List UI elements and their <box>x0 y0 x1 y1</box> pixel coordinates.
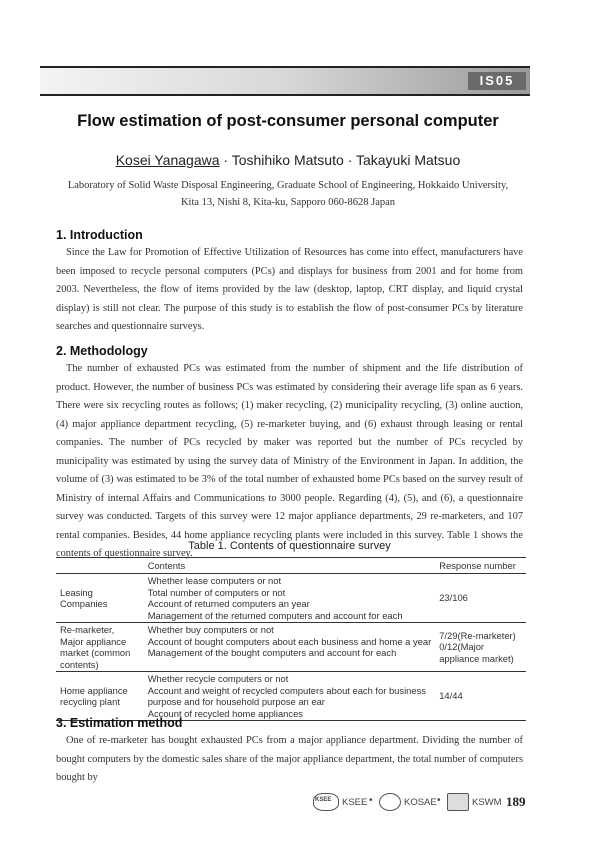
table-row <box>56 574 526 623</box>
content-item: Whether recycle computers or not <box>147 673 289 684</box>
table-caption: Table 1. Contents of questionnaire survey <box>188 540 391 552</box>
content-item: Management of the bought computers and account for each <box>147 647 397 658</box>
header-response: Response number <box>435 558 526 574</box>
paragraph-introduction: Since the Law for Promotion of Effective Utilization of Resources has come into effect, manufacturers have been imposed to recycle personal computers (PCs) and displays for business from 2001 and for home from 2003. Nevertheless, the flow of items provided by the law (desktop, laptop, CRT display, and liquid crystal display) is still not clear. The purpose of this study is to establish the flow of post-consumer PCs by literature searches and questionnaire surveys. <box>56 247 523 332</box>
heading-methodology: 2. Methodology <box>56 344 148 358</box>
content-item: Whether buy computers or not <box>147 624 274 635</box>
survey-table <box>56 557 526 721</box>
footer-org-ksee: KSEE <box>342 797 368 808</box>
content-item: Account of recycled home appliances <box>147 707 303 719</box>
content-item: Account of returned computers an year <box>147 598 310 609</box>
header-rule-bottom <box>40 94 530 96</box>
content-item: Management of the returned computers and account for each <box>147 609 403 621</box>
separator-dot: • <box>437 795 441 806</box>
content-item: Account and weight of recycled computers about each for business purpose and for household purpose an ear <box>147 684 426 707</box>
paragraph-methodology: The number of exhausted PCs was estimated from the number of shipment and the life distribution of product. However, the number of business PCs was estimated by considering their average life span as 6 years. There were six recycling routes as follows; (1) maker recycling, (2) municipality recycling, (3) online auction, (4) major appliance department recycling, (5) re-marketer buying, and (6) exhaust through leasing or rental companies. The number of PCs recycled by maker was reported but the number of PCs recycled by municipality was estimated by using the survey data of Ministry of the Environment in Japan. In addition, the volume of (3) was estimated to be 3% of the total number of exhausted home PCs based on the survey result of Ministry of internal Affairs and Communications to 3000 people. Regarding (4), (5), and (6), a questionnaire survey was conducted. Targets of this survey were 12 major appliance departments, 29 re-marketers, and 107 rental companies. Besides, 44 home appliance recycling plants were included in this survey. Table 1 shows the contents of questionnaire survey. <box>56 363 523 559</box>
table-header-row <box>56 558 526 574</box>
content-item: Whether lease computers or not <box>147 575 282 586</box>
row-category: Home appliance recycling plant <box>56 672 144 721</box>
paragraph-estimation-method: One of re-marketer has bought exhausted PCs from a major appliance department. Dividing the number of bought computers by the domestic sales share of the major appliance department, the total number of computers bought by <box>56 735 523 783</box>
ksee-logo-icon <box>313 793 339 811</box>
affiliation-line-1: Laboratory of Solid Waste Disposal Engineering, Graduate School of Engineering, Hokkaido University, <box>67 180 509 191</box>
content-item: Total number of computers or not <box>147 586 286 598</box>
ksee-logo-text: KSEE <box>315 797 332 803</box>
session-code-badge: IS05 <box>468 72 526 90</box>
author-presenting: Kosei Yanagawa <box>115 152 220 168</box>
row-response: 23/106 <box>435 574 526 623</box>
row-contents <box>144 623 436 672</box>
header-band <box>40 68 530 94</box>
header-contents: Contents <box>144 558 436 574</box>
row-category: Re-marketer, Major appliance market (common contents) <box>56 623 144 672</box>
row-contents <box>144 574 436 623</box>
affiliation <box>60 177 516 211</box>
author-second: Toshihiko Matsuto <box>231 152 344 168</box>
page-number: 189 <box>506 794 526 809</box>
author-third: Takayuki Matsuo <box>355 152 461 168</box>
footer-org-kosae: KOSAE <box>404 797 437 808</box>
paper-title: Flow estimation of post-consumer personal computer <box>77 112 499 130</box>
heading-estimation-method: 3. Estimation method <box>56 716 183 730</box>
row-response: 14/44 <box>435 672 526 721</box>
footer-org-kswm: KSWM <box>472 797 502 808</box>
table-row <box>56 623 526 672</box>
row-response: 7/29(Re-marketer) 0/12(Major appliance market) <box>435 623 526 672</box>
kosae-logo-icon <box>379 793 401 811</box>
affiliation-line-2: Kita 13, Nishi 8, Kita-ku, Sapporo 060-8628 Japan <box>180 197 396 208</box>
table-row <box>56 672 526 721</box>
separator-dot: • <box>369 795 373 806</box>
kswm-logo-icon <box>447 793 469 811</box>
row-contents <box>144 672 436 721</box>
author-list <box>40 152 536 168</box>
content-item: Account of bought computers about each business and home a year <box>147 635 432 647</box>
heading-introduction: 1. Introduction <box>56 228 143 242</box>
header-category <box>56 558 144 574</box>
author-separator: · <box>219 152 232 168</box>
row-category: Leasing Companies <box>56 574 144 623</box>
footer-society-logos <box>313 792 526 814</box>
author-separator: · <box>343 152 356 168</box>
